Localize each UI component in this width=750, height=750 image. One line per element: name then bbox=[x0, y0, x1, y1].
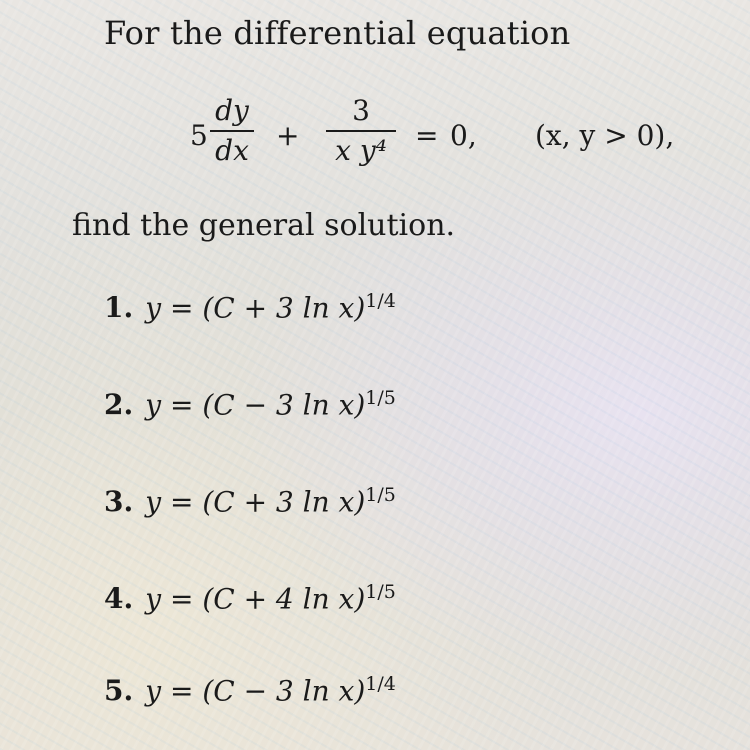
equation-rhs: 0, bbox=[450, 119, 477, 152]
derivative-numerator: dy bbox=[215, 94, 249, 127]
question-prompt: find the general solution. bbox=[72, 208, 456, 243]
answer-option-1[interactable] bbox=[104, 290, 396, 324]
option-number: 4. bbox=[104, 582, 134, 616]
option-exponent: 1/5 bbox=[365, 484, 396, 506]
domain-condition: (x, y > 0), bbox=[535, 119, 675, 152]
answer-option-2[interactable] bbox=[104, 387, 396, 421]
option-exponent: 1/5 bbox=[365, 581, 396, 603]
option-expression: y = (C + 3 ln x) bbox=[145, 485, 366, 519]
second-term-numerator: 3 bbox=[352, 94, 370, 127]
plus-sign: + bbox=[276, 119, 300, 152]
second-term-fraction bbox=[326, 94, 396, 167]
answer-option-4[interactable] bbox=[104, 581, 396, 615]
question-heading: For the differential equation bbox=[104, 14, 571, 52]
fraction-bar bbox=[210, 130, 254, 132]
answer-option-5[interactable] bbox=[104, 673, 396, 707]
option-expression: y = (C + 3 ln x) bbox=[145, 291, 366, 325]
derivative-denominator: dx bbox=[215, 134, 249, 167]
fraction-bar bbox=[326, 130, 396, 132]
second-term-denominator: x y⁴ bbox=[335, 134, 387, 167]
option-number: 5. bbox=[104, 674, 134, 708]
option-exponent: 1/5 bbox=[365, 387, 396, 409]
option-expression: y = (C + 4 ln x) bbox=[145, 582, 366, 616]
option-number: 1. bbox=[104, 291, 134, 325]
option-expression: y = (C − 3 ln x) bbox=[145, 388, 366, 422]
answer-option-3[interactable] bbox=[104, 484, 396, 518]
option-exponent: 1/4 bbox=[365, 673, 396, 695]
option-number: 3. bbox=[104, 485, 134, 519]
option-number: 2. bbox=[104, 388, 134, 422]
equation-coefficient: 5 bbox=[190, 119, 208, 152]
option-expression: y = (C − 3 ln x) bbox=[145, 674, 366, 708]
differential-equation bbox=[190, 94, 710, 184]
option-exponent: 1/4 bbox=[365, 290, 396, 312]
derivative-fraction bbox=[210, 94, 254, 167]
equals-sign: = bbox=[415, 119, 439, 152]
